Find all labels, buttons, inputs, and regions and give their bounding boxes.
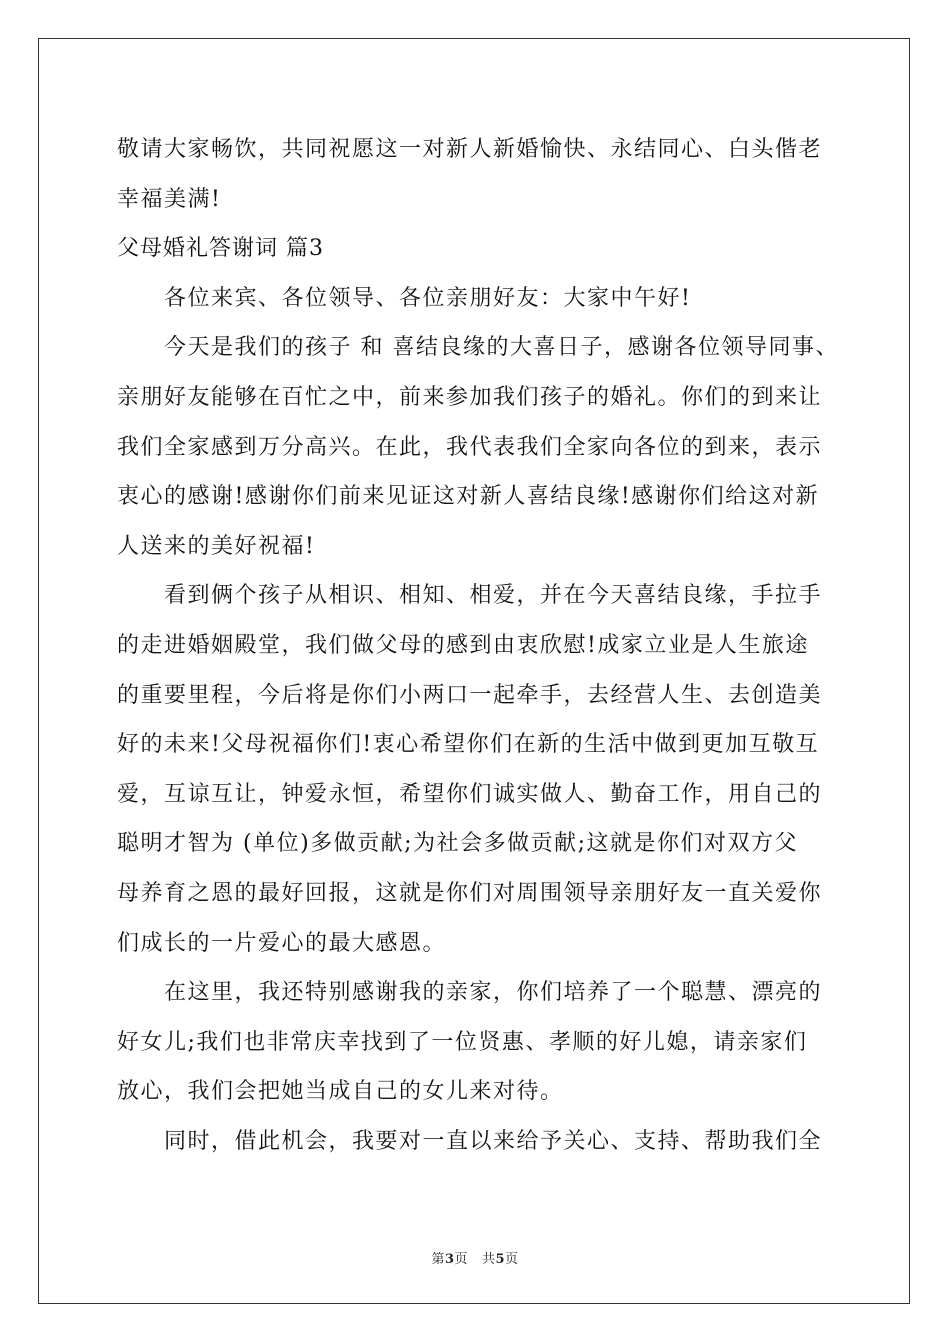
footer-page-label: 页 <box>454 1252 469 1267</box>
page-footer <box>0 1248 950 1267</box>
text-line: 爱，互谅互让，钟爱永恒，希望你们诚实做人、勤奋工作，用自己的 <box>117 781 823 807</box>
text-line: 好女儿;我们也非常庆幸找到了一位贤惠、孝顺的好儿媳，请亲家们 <box>117 1029 808 1055</box>
text-line: 母养育之恩的最好回报，这就是你们对周围领导亲朋好友一直关爱你 <box>117 880 823 906</box>
paragraph-first-line: 看到俩个孩子从相识、相知、相爱，并在今天喜结良缘，手拉手 <box>164 583 823 609</box>
text-line: 好的未来!父母祝福你们!衷心希望你们在新的生活中做到更加互敬互 <box>117 732 820 758</box>
text-line: 我们全家感到万分高兴。在此，我代表我们全家向各位的到来，表示 <box>117 434 823 460</box>
current-page-number: 3 <box>444 1252 455 1267</box>
text-line: 的走进婚姻殿堂，我们做父母的感到由衷欣慰!成家立业是人生旅途 <box>117 632 809 658</box>
footer-total-prefix: 共 <box>481 1252 496 1267</box>
text-line: 人送来的美好祝福! <box>117 533 316 559</box>
text-line: 幸福美满! <box>117 186 222 212</box>
text-line: 衷心的感谢!感谢你们前来见证这对新人喜结良缘!感谢你们给这对新 <box>117 484 820 510</box>
text-line: 聪明才智为 (单位)多做贡献;为社会多做贡献;这就是你们对双方父 <box>117 831 798 857</box>
text-line: 们成长的一片爱心的最大感恩。 <box>117 930 447 956</box>
section-heading: 父母婚礼答谢词 篇3 <box>117 236 324 262</box>
paragraph-first-line: 各位来宾、各位领导、各位亲朋好友：大家中午好! <box>164 285 692 311</box>
text-line: 敬请大家畅饮，共同祝愿这一对新人新婚愉快、永结同心、白头偕老 <box>117 137 823 162</box>
text-line: 放心，我们会把她当成自己的女儿来对待。 <box>117 1079 564 1105</box>
text-line: 的重要里程，今后将是你们小两口一起牵手，去经营人生、去创造美 <box>117 682 823 708</box>
document-body <box>117 128 839 1169</box>
text-line: 亲朋好友能够在百忙之中，前来参加我们孩子的婚礼。你们的到来让 <box>117 384 823 410</box>
footer-total-label: 页 <box>505 1252 519 1267</box>
paragraph-first-line: 今天是我们的孩子 和 喜结良缘的大喜日子，感谢各位领导同事、 <box>164 335 839 361</box>
footer-prefix: 第 <box>431 1252 445 1267</box>
paragraph-first-line: 同时，借此机会，我要对一直以来给予关心、支持、帮助我们全 <box>164 1128 823 1154</box>
paragraph-first-line: 在这里，我还特别感谢我的亲家，你们培养了一个聪慧、漂亮的 <box>164 980 823 1006</box>
total-pages-number: 5 <box>495 1252 506 1267</box>
